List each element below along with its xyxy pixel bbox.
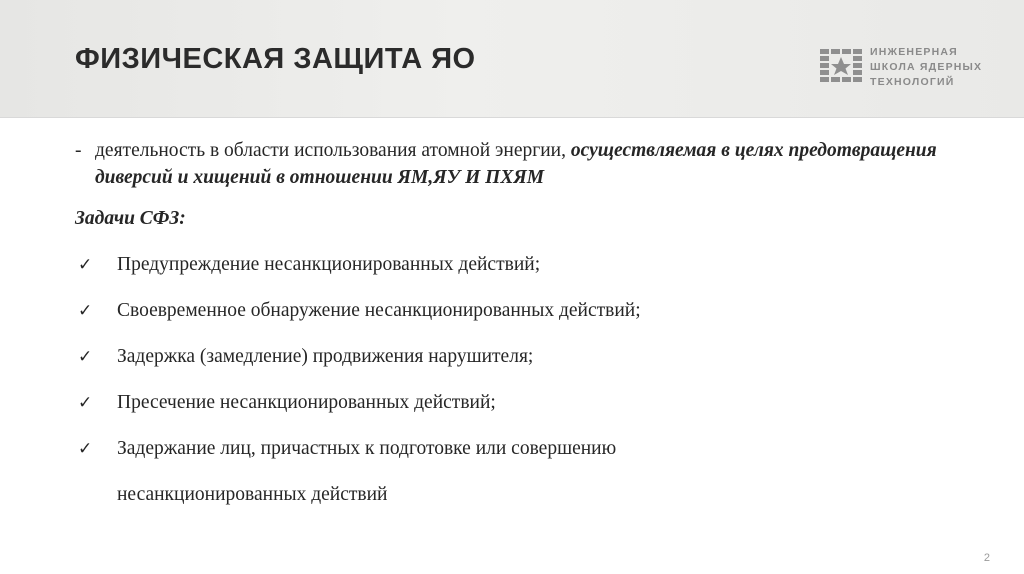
tasks-heading: Задачи СФЗ: — [75, 208, 186, 229]
list-dash: - — [75, 140, 82, 161]
logo-text-line: ШКОЛА ЯДЕРНЫХ — [870, 61, 983, 73]
task-item — [75, 426, 975, 518]
task-text: Пресечение несанкционированных действий; — [117, 392, 496, 413]
slide-content — [75, 137, 975, 518]
definition-text: деятельность в области использования атомной энергии, — [95, 140, 571, 161]
checkmark-icon: ✓ — [78, 393, 93, 413]
tasks-list — [75, 242, 975, 518]
definition-paragraph — [75, 137, 975, 191]
task-text: Задержка (замедление) продвижения нарушителя; — [117, 346, 534, 367]
task-text: Задержание лиц, причастных к подготовке или совершению — [117, 438, 617, 459]
slide-header — [0, 0, 1024, 118]
task-item — [75, 288, 975, 334]
checkmark-icon: ✓ — [78, 255, 93, 275]
logo-text-line: ТЕХНОЛОГИЙ — [870, 76, 955, 88]
task-text: Предупреждение несанкционированных действий; — [117, 254, 541, 275]
task-item — [75, 242, 975, 288]
slide-title: ФИЗИЧЕСКАЯ ЗАЩИТА ЯО — [75, 43, 476, 75]
checkmark-icon: ✓ — [78, 301, 93, 321]
school-logo-text — [870, 45, 982, 90]
checkmark-icon: ✓ — [78, 439, 93, 459]
school-emblem-icon — [818, 45, 866, 93]
task-item — [75, 334, 975, 380]
logo-text-line: ИНЖЕНЕРНАЯ — [870, 46, 958, 58]
task-text: несанкционированных действий — [117, 484, 388, 505]
task-item — [75, 380, 975, 426]
definition-emphasis: осуществляемая в целях предотвращения диверсий и хищений в отношении ЯМ,ЯУ И ПХЯМ — [95, 140, 937, 188]
school-logo — [818, 45, 998, 93]
checkmark-icon: ✓ — [78, 347, 93, 367]
task-text: Своевременное обнаружение несанкционированных действий; — [117, 300, 641, 321]
page-number: 2 — [983, 552, 990, 564]
